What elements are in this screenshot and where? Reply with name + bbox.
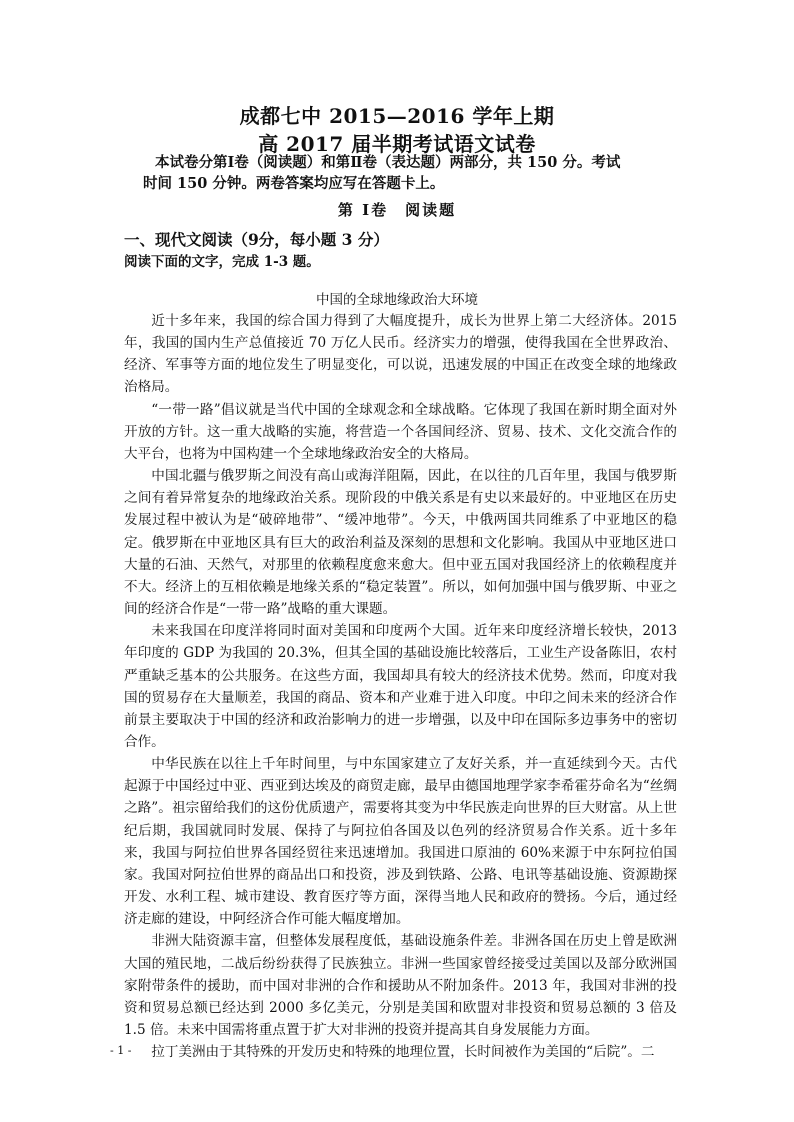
article-paragraph: 近十多年来，我国的综合国力得到了大幅度提升，成长为世界上第二大经济体。2015 年，我国的国内生产总值接近 70 万亿人民币。经济实力的增强，使得我国在全世界政治、经济、军事等方面的地位发生了明显变化，可以说，迅速发展的中国正在改变全球的地缘政治格局。 [124, 313, 677, 396]
exam-intro-line-1: 本试卷分第Ⅰ卷（阅读题）和第Ⅱ卷（表达题）两部分，共 150 分。考试 [155, 154, 621, 171]
article-paragraph: 拉丁美洲由于其特殊的开发历史和特殊的地理位置，长时间被作为美国的“后院”。二 [151, 1044, 655, 1061]
exam-intro-line-2: 时间 150 分钟。两卷答案均应写在答题卡上。 [143, 175, 445, 192]
exam-title-line-1: 成都七中 2015—2016 学年上期 [239, 104, 555, 128]
section-instruction: 阅读下面的文字，完成 1-3 题。 [124, 254, 320, 270]
article-title: 中国的全球地缘政治大环境 [316, 292, 478, 308]
part-title: 第 Ⅰ卷 阅读题 [337, 201, 457, 219]
article-paragraph: “一带一路”倡议就是当代中国的全球观念和全球战略。它体现了我国在新时期全面对外开放的方针。这一重大战略的实施，将营造一个各国间经济、贸易、技术、文化交流合作的大平台，也将为中国构建一个全球地缘政治安全的大格局。 [124, 401, 677, 462]
section-heading: 一、现代文阅读（9分，每小题 3 分） [124, 230, 389, 249]
article-paragraph: 中华民族在以往上千年时间里，与中东国家建立了友好关系，并一直延续到今天。古代起源于中国经过中亚、西亚到达埃及的商贸走廊，最早由德国地理学家李希霍芬命名为“丝绸之路”。祖宗留给我们的这份优质遗产，需要将其变为中华民族走向世界的巨大财富。从上世纪后期，我国就同时发展、保持了与阿拉伯各国及以色列的经济贸易合作关系。近十多年来，我国与阿拉伯世界各国经贸往来迅速增加。我国进口原油的 60%来源于中东阿拉伯国家。我国对阿拉伯世界的商品出口和投资，涉及到铁路、公路、电讯等基础设施、资源勘探开发、水利工程、城市建设、教育医疗等方面，深得当地人民和政府的赞扬。今后，通过经济走廊的建设，中阿经济合作可能大幅度增加。 [124, 756, 677, 928]
article-paragraph: 未来我国在印度洋将同时面对美国和印度两个大国。近年来印度经济增长较快，2013 年印度的 GDP 为我国的 20.3%，但其全国的基础设施比较落后，工业生产设备陈旧，农村严重缺乏基本的公共服务。在这些方面，我国却具有较大的经济技术优势。然而，印度对我国的贸易存在大量顺差，我国的商品、资本和产业难于进入印度。中印之间未来的经济合作前景主要取决于中国的经济和政治影响力的进一步增强，以及中印在国际多边事务中的密切合作。 [124, 623, 677, 750]
article-paragraph: 中国北疆与俄罗斯之间没有高山或海洋阻隔，因此，在以往的几百年里，我国与俄罗斯之间有着异常复杂的地缘政治关系。现阶段的中俄关系是有史以来最好的。中亚地区在历史发展过程中被认为是“破碎地带”、“缓冲地带”。今天，中俄两国共同维系了中亚地区的稳定。俄罗斯在中亚地区具有巨大的政治利益及深刻的思想和文化影响。我国从中亚地区进口大量的石油、天然气，对那里的依赖程度愈来愈大。但中亚五国对我国经济上的依赖程度并不大。经济上的互相依赖是地缘关系的“稳定装置”。所以，如何加强中国与俄罗斯、中亚之间的经济合作是“一带一路”战略的重大课题。 [124, 468, 677, 618]
page-number: - 1 - [110, 1044, 132, 1057]
exam-title-line-2: 高 2017 届半期考试语文试卷 [258, 132, 536, 156]
article-paragraph: 非洲大陆资源丰富，但整体发展程度低，基础设施条件差。非洲各国在历史上曾是欧洲大国的殖民地，二战后纷纷获得了民族独立。非洲一些国家曾经接受过美国以及部分欧洲国家附带条件的援助，而中国对非洲的合作和援助从不附加条件。2013 年，我国对非洲的投资和贸易总额已经达到 2000 多亿美元，分别是美国和欧盟对非投资和贸易总额的 3 倍及 1.5 倍。未来中国需将重点置于扩大对非洲的投资并提高其自身发展能力方面。 [124, 933, 677, 1038]
article-body [124, 310, 677, 1063]
